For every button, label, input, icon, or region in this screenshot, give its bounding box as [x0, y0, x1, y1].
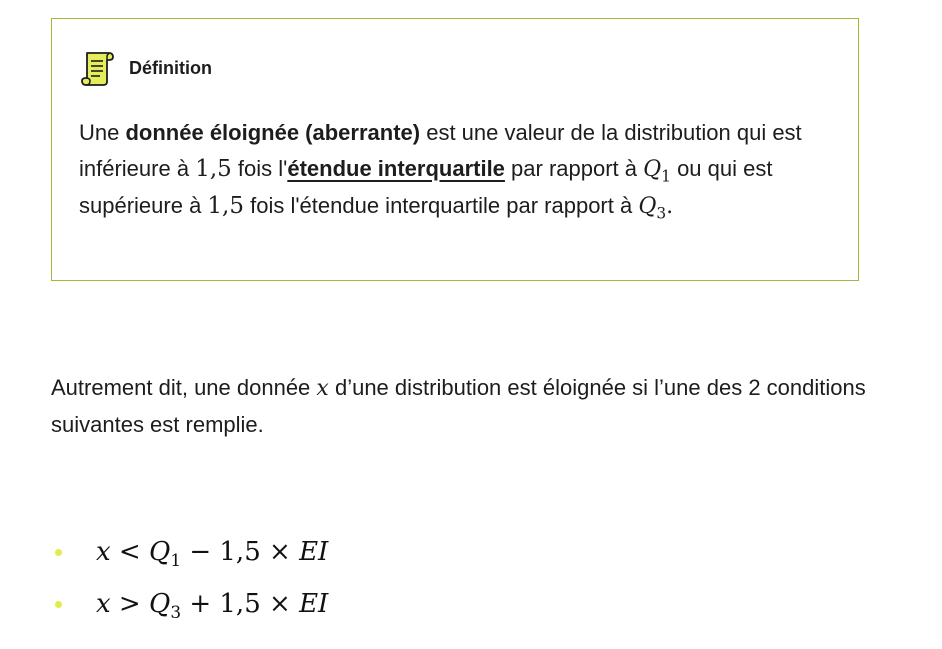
definition-text-seg1: Une: [79, 120, 126, 145]
bullet-dot: [55, 601, 62, 608]
definition-text-seg2: est une valeur de la distribution qui est inférieure à: [79, 120, 802, 181]
interquartile-range-link[interactable]: étendue interquartile: [287, 156, 505, 181]
q1-symbol: $Q_1$: [643, 157, 671, 186]
paragraph-seg2: d’une distribution est éloignée si l’une des 2 conditions suivantes est remplie.: [51, 375, 866, 437]
definition-text-seg6: fois l'étendue interquartile par rapport à: [244, 193, 639, 218]
explanation-paragraph: [51, 370, 871, 443]
definition-text-seg3: fois l': [231, 156, 288, 181]
definition-text: [79, 115, 839, 225]
definition-number-a: 1,5: [195, 156, 232, 182]
paragraph-seg1: Autrement dit, une donnée: [51, 375, 317, 400]
q3-symbol: $Q_3$: [638, 194, 667, 223]
variable-x: x: [316, 376, 329, 401]
condition-item: $x < Q_1 - 1,5$ × EI: [51, 530, 328, 582]
definition-text-seg4: par rapport à: [504, 156, 644, 181]
definition-text-end: .: [666, 194, 674, 219]
bullet-dot: [55, 549, 62, 556]
definition-text-seg5: ou qui est supérieure à: [79, 156, 773, 218]
definition-title: Définition: [129, 57, 212, 78]
condition-item: $x > Q_3 + 1,5$ × EI: [51, 582, 328, 634]
conditions-list: [51, 530, 328, 634]
scroll-icon: [79, 49, 117, 87]
definition-term: donnée éloignée (aberrante): [125, 120, 421, 145]
definition-box: [51, 18, 859, 281]
definition-number-b: 1,5: [207, 193, 244, 219]
definition-header: [79, 49, 212, 87]
